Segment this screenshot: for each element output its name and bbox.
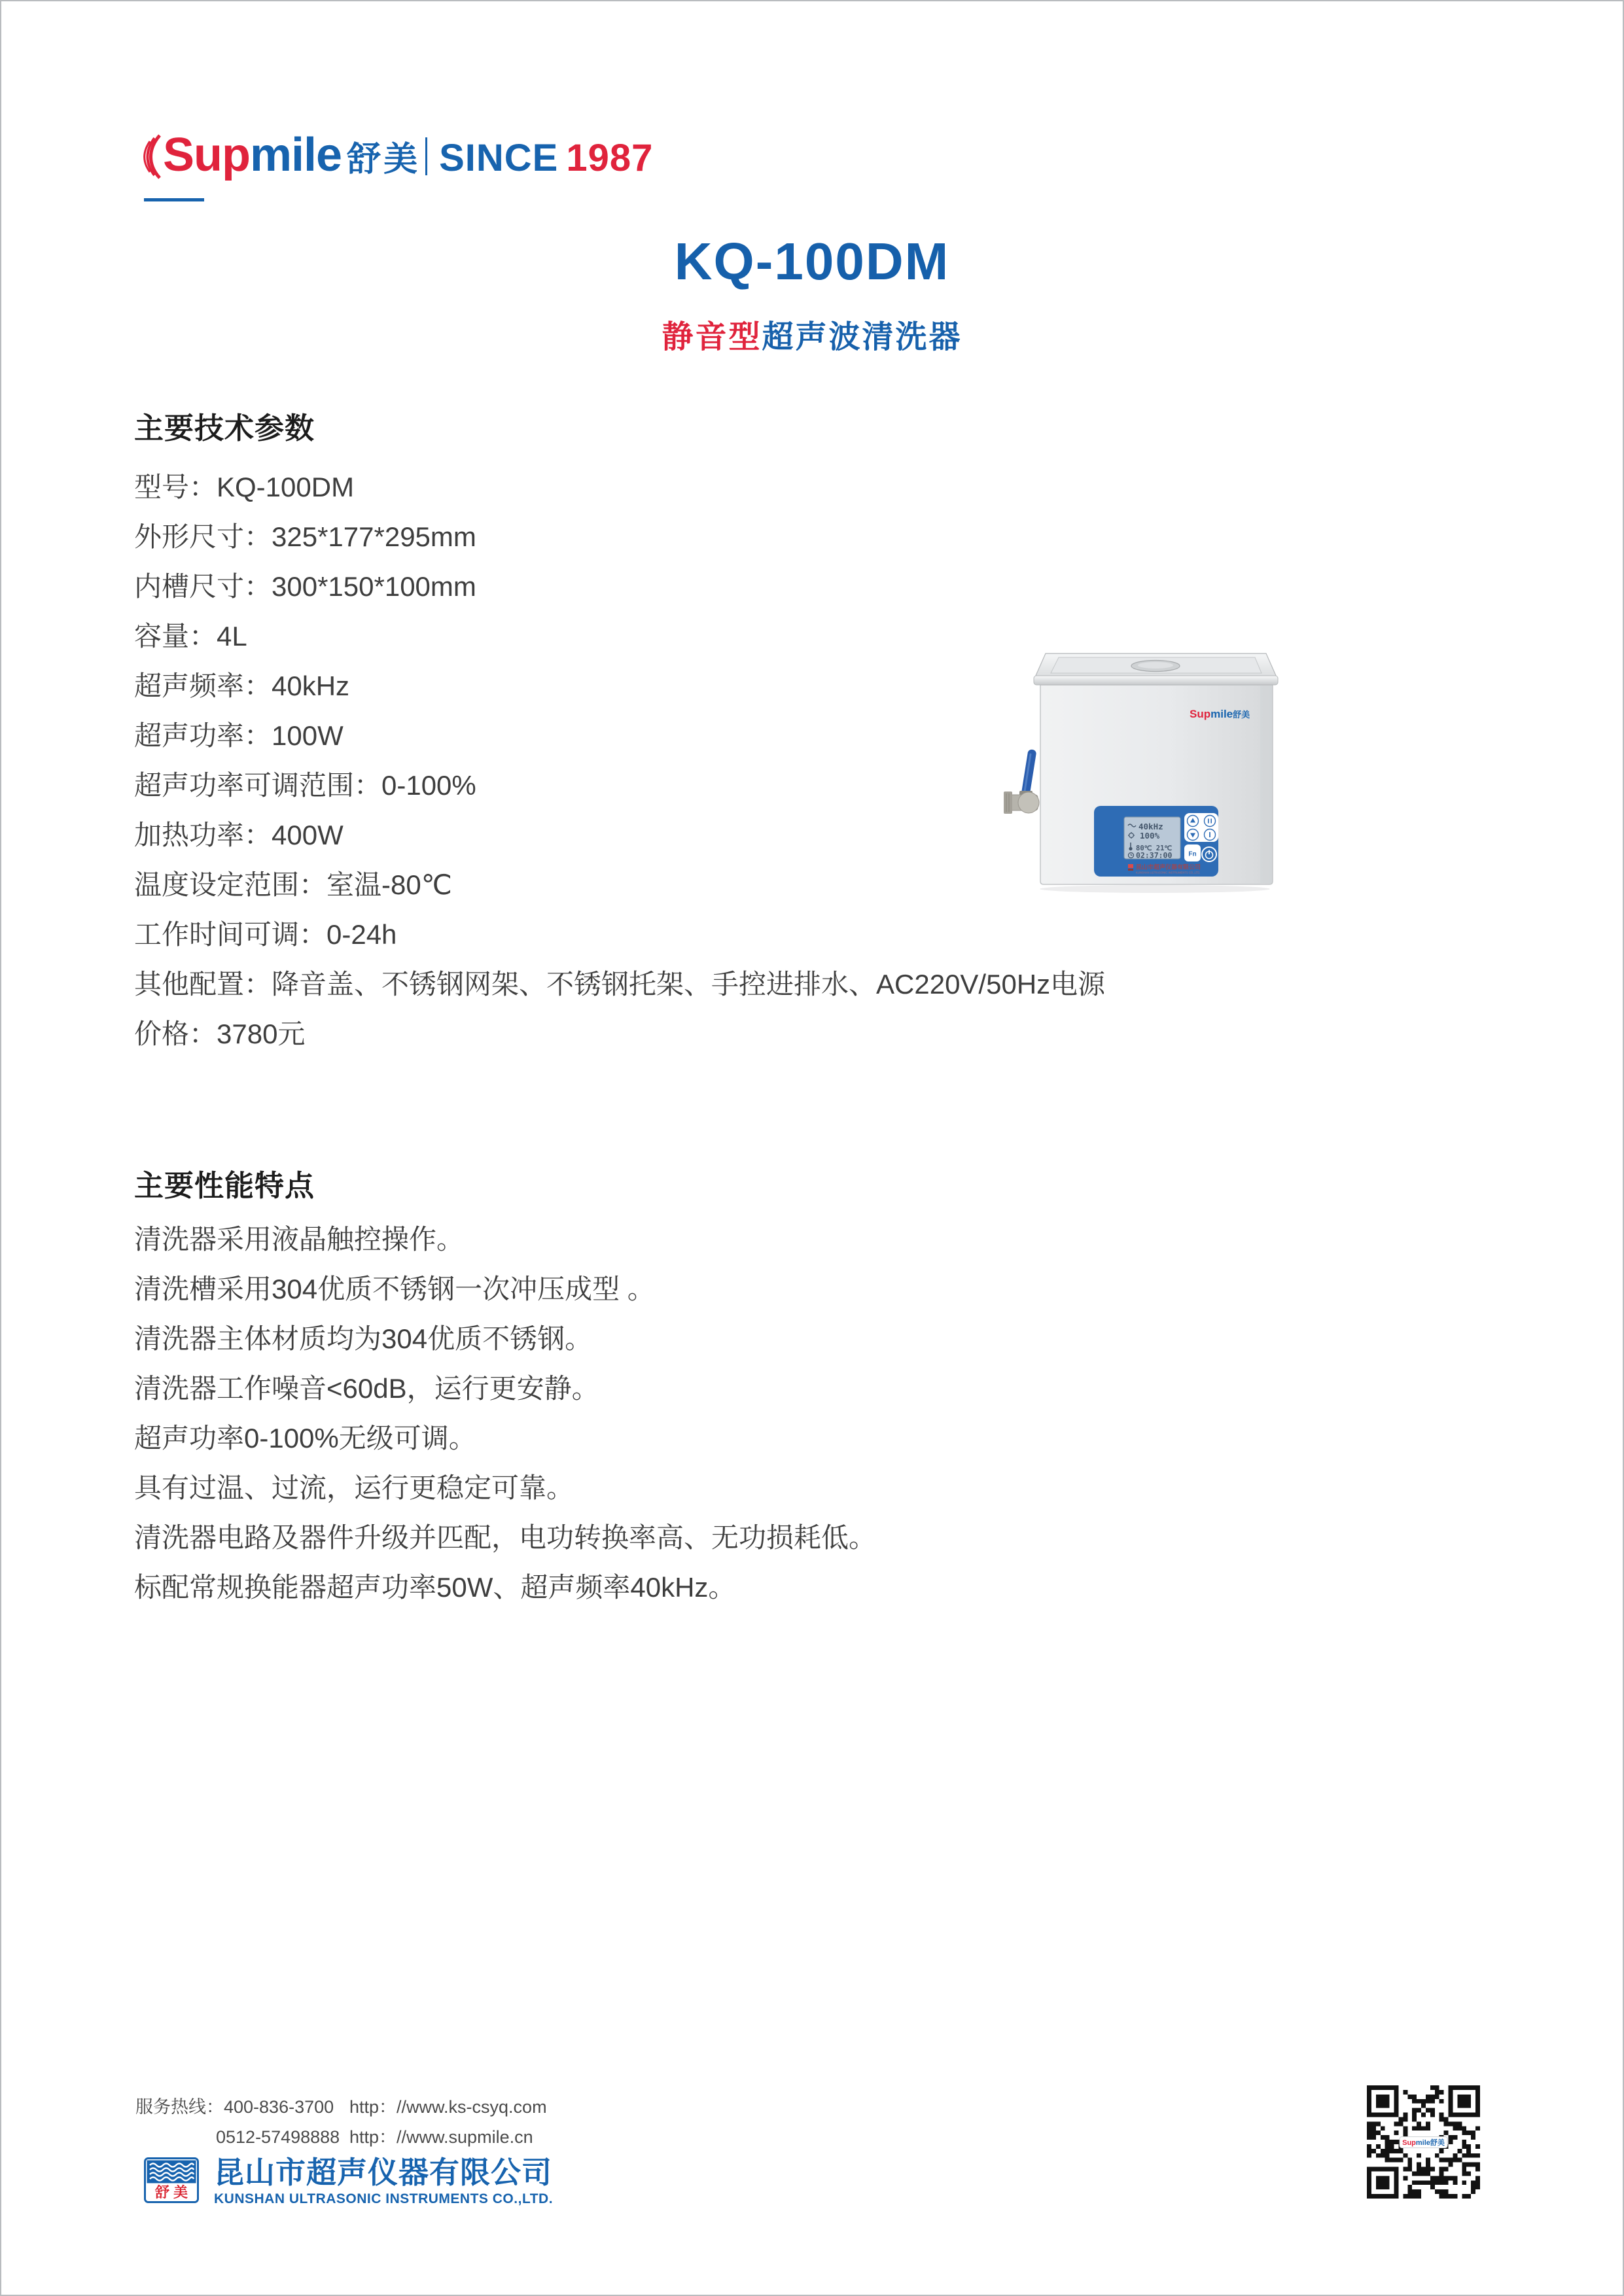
svg-text:KUNSHAN ULTRASONIC INSTRUMENTS: KUNSHAN ULTRASONIC INSTRUMENTS CO.,LTD.: [1136, 871, 1201, 875]
hotline-phone-2: 0512-57498888: [216, 2127, 340, 2147]
pause-button: [1205, 816, 1216, 827]
company-name-cn: 昆山市超声仪器有限公司: [214, 2155, 552, 2189]
specs-heading: 主要技术参数: [134, 411, 315, 445]
device-lid: [1034, 653, 1278, 685]
hotline-label: 服务热线：: [135, 2097, 224, 2117]
features-section: [134, 1162, 1377, 1612]
spec-line: 超声功率可调范围：0-100%: [134, 770, 476, 801]
hotline-phone-1: 400-836-3700: [224, 2097, 334, 2117]
contact-row-2: [135, 2122, 533, 2152]
footer-contact: [135, 2092, 547, 2152]
subtitle-blue-part: 超声波清洗器: [762, 320, 962, 355]
contact-row-1: [135, 2092, 547, 2122]
logo-divider: [425, 137, 427, 175]
lcd-time: 02:37:00: [1136, 850, 1173, 860]
logo-wordmark-cn: 舒美: [347, 141, 421, 179]
lcd-power: 100%: [1140, 831, 1160, 841]
feature-line: 清洗槽采用304优质不锈钢一次冲压成型 。: [134, 1274, 655, 1304]
feature-line: 清洗器主体材质均为304优质不锈钢。: [134, 1323, 593, 1354]
spec-line: 超声功率：100W: [134, 720, 344, 751]
brand-logo: [142, 128, 653, 184]
spec-line: 温度设定范围：室温-80℃: [134, 869, 452, 900]
company-names: [214, 2157, 553, 2207]
spec-line: 容量：4L: [134, 621, 247, 652]
page-subtitle: [1, 311, 1623, 357]
control-panel: [1094, 806, 1218, 877]
company-name-en: KUNSHAN ULTRASONIC INSTRUMENTS CO.,LTD.: [214, 2191, 554, 2206]
website-url-2: http：//www.supmile.cn: [349, 2127, 533, 2147]
subtitle-red-part: 静音型: [662, 320, 762, 355]
fn-button: Fn: [1188, 850, 1197, 858]
spec-line: 型号：KQ-100DM: [134, 472, 355, 502]
feature-line: 标配常规换能器超声功率50W、超声频率40kHz。: [134, 1572, 736, 1603]
qr-code: [1367, 2085, 1480, 2199]
product-photo: [1001, 646, 1282, 894]
panel-caption: [1128, 863, 1201, 875]
spec-line: 其他配置：降音盖、不锈钢网架、不锈钢托架、手控进排水、AC220V/50Hz电源: [134, 969, 1106, 1000]
logo-year: 1987: [566, 137, 654, 179]
logo-underline: [144, 198, 204, 201]
feature-line: 清洗器工作噪音<60dB，运行更安静。: [134, 1373, 599, 1404]
spec-line: 工作时间可调：0-24h: [134, 919, 397, 950]
features-heading: 主要性能特点: [134, 1169, 315, 1202]
lcd-display: [1124, 817, 1180, 860]
qr-center-label: Supmile舒美: [1399, 2136, 1448, 2148]
company-logo-icon: [144, 2157, 199, 2203]
feature-line: 具有过温、过流，运行更稳定可靠。: [134, 1472, 574, 1503]
logo-wordmark-red: Sup: [163, 129, 250, 181]
logo-since: SINCE: [439, 137, 559, 179]
logo-wordmark-blue: mile: [249, 129, 342, 181]
spec-line: 加热功率：400W: [134, 820, 344, 850]
spec-line: 外形尺寸：325*177*295mm: [134, 521, 476, 552]
device-shadow: [1040, 885, 1270, 893]
website-url-1: http：//www.ks-csyq.com: [349, 2097, 547, 2117]
spec-line: 内槽尺寸：300*150*100mm: [134, 571, 476, 602]
lcd-temperature: 80℃ 21℃: [1136, 844, 1173, 852]
svg-text:昆山市超声仪器有限公司: 昆山市超声仪器有限公司: [1136, 863, 1201, 871]
feature-line: 超声功率0-100%无级可调。: [134, 1423, 476, 1453]
logo-stripes-icon: [142, 132, 162, 184]
feature-line: 清洗器采用液晶触控操作。: [134, 1224, 465, 1255]
company-logo-cn: 舒 美: [154, 2184, 188, 2200]
spec-line: 价格：3780元: [134, 1018, 306, 1049]
footer-brand: [144, 2157, 553, 2207]
spec-line: 超声频率：40kHz: [134, 670, 350, 701]
page-title-model: KQ-100DM: [674, 232, 950, 290]
device-brand: Supmile舒美: [1190, 708, 1250, 720]
features-list: [134, 1215, 1377, 1612]
feature-line: 清洗器电路及器件升级并匹配，电功转换率高、无功损耗低。: [134, 1522, 877, 1553]
ultrasonic-cleaner-image: [1001, 646, 1282, 894]
lcd-frequency: 40kHz: [1139, 822, 1163, 831]
drain-valve-icon: [1004, 749, 1039, 814]
